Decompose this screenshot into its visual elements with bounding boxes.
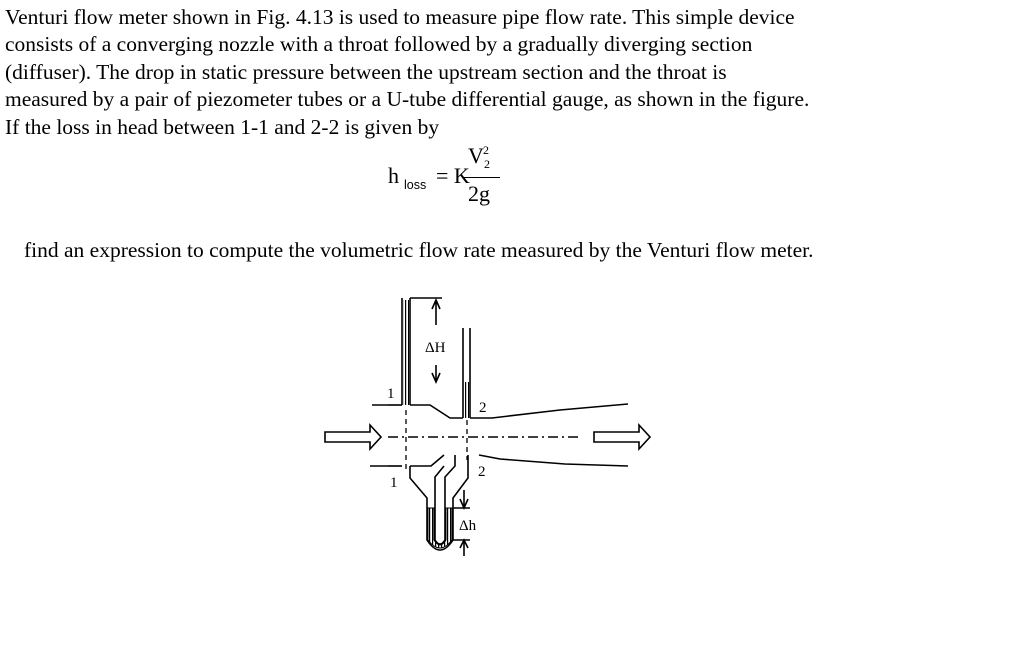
problem-line: measured by a pair of piezometer tubes or a U-tube differential gauge, as shown in the figure.	[5, 87, 810, 112]
delta-h-arrow-top	[460, 490, 468, 508]
delta-h-arrow-bottom	[460, 540, 468, 556]
problem-line: consists of a converging nozzle with a throat followed by a gradually diverging section	[5, 32, 753, 57]
delta-H-arrow-bottom	[432, 365, 440, 382]
pipe-top-wall	[372, 404, 628, 418]
problem-line: If the loss in head between 1-1 and 2-2 is given by	[5, 114, 440, 139]
formula-h-subscript: loss	[404, 178, 427, 192]
question-text: find an expression to compute the volumetric flow rate measured by the Venturi flow meter.	[24, 238, 814, 262]
problem-line: Venturi flow meter shown in Fig. 4.13 is used to measure pipe flow rate. This simple device	[5, 5, 795, 29]
formula-h: h	[388, 163, 399, 188]
formula-numerator-subscript: 2	[484, 157, 490, 171]
formula-numerator-superscript: 2	[483, 143, 489, 157]
pipe-bottom-wall	[370, 455, 628, 466]
formula-denominator: 2g	[468, 181, 490, 206]
problem-line: (diffuser). The drop in static pressure between the upstream section and the throat is	[5, 59, 727, 84]
manometer-liquid-1	[403, 300, 409, 405]
delta-H-label: ΔH	[425, 340, 446, 356]
section-1-bottom-label: 1	[390, 475, 398, 491]
manometer-liquid-2	[464, 382, 469, 418]
u-tube-gauge	[410, 455, 468, 550]
delta-h-label: Δh	[459, 518, 477, 534]
outlet-arrow-icon	[594, 425, 650, 449]
formula-numerator: V	[468, 143, 484, 168]
delta-H-arrow-top	[432, 300, 440, 325]
section-1-leaders	[388, 405, 402, 466]
inlet-arrow-icon	[325, 425, 381, 449]
section-2-top-label: 2	[479, 400, 487, 416]
section-2-bottom-label: 2	[478, 464, 486, 480]
formula-equals-k: = K	[436, 163, 470, 188]
section-1-top-label: 1	[387, 386, 395, 402]
u-tube-liquid	[428, 508, 452, 548]
